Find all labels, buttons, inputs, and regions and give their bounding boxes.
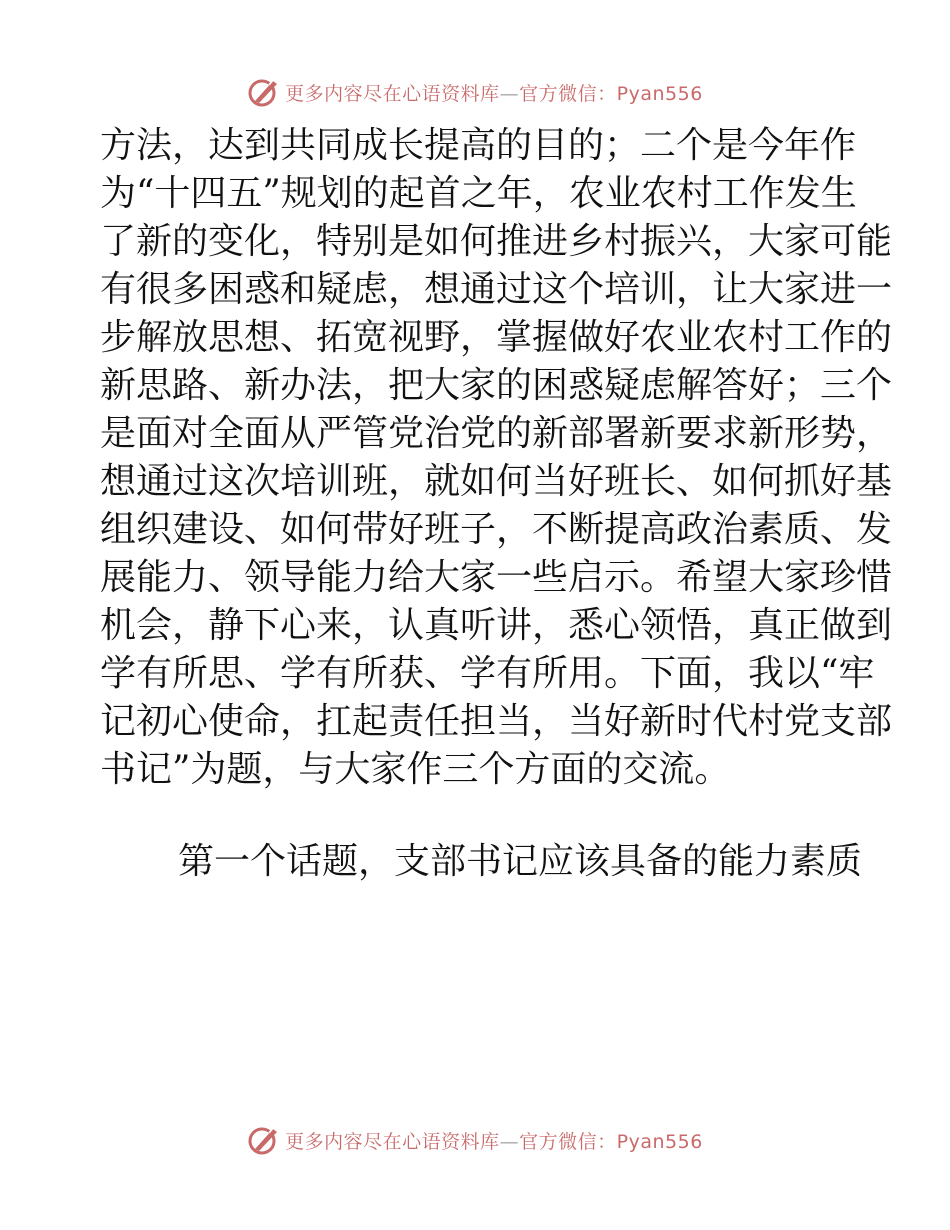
section-heading: 第一个话题，支部书记应该具备的能力素质 xyxy=(178,841,863,882)
body-line: 组织建设、如何带好班子，不断提高政治素质、发 xyxy=(100,509,893,550)
body-line: 机会，静下心来，认真听讲，悉心领悟，真正做到 xyxy=(100,605,893,646)
body-line: 步解放思想、拓宽视野，掌握做好农业农村工作的 xyxy=(100,317,893,358)
body-line: 想通过这次培训班，就如何当好班长、如何抓好基 xyxy=(100,461,893,502)
body-line: 了新的变化，特别是如何推进乡村振兴，大家可能 xyxy=(100,221,893,262)
header-watermark-banner xyxy=(0,72,950,112)
body-line: 有很多困惑和疑虑，想通过这个培训，让大家进一 xyxy=(100,269,893,310)
body-line: 是面对全面从严管党治党的新部署新要求新形势， xyxy=(100,413,893,454)
footer-watermark-banner xyxy=(0,1120,950,1160)
body-line: 展能力、领导能力给大家一些启示。希望大家珍惜 xyxy=(100,557,893,598)
watermark-site-name: 更多内容尽在心语资料库 xyxy=(285,1130,500,1153)
watermark-contact: 官方微信：Pyan556 xyxy=(519,82,703,105)
body-line: 为“十四五”规划的起首之年，农业农村工作发生 xyxy=(100,173,857,214)
body-line: 学有所思、学有所获、学有所用。下面，我以“牢 xyxy=(100,653,875,694)
quill-pen-logo-icon xyxy=(247,1123,281,1157)
watermark-separator: — xyxy=(499,82,520,105)
watermark-text xyxy=(285,1127,703,1154)
watermark-site-name: 更多内容尽在心语资料库 xyxy=(285,82,500,105)
body-line: 书记”为题，与大家作三个方面的交流。 xyxy=(100,749,731,790)
quill-pen-logo-icon xyxy=(247,75,281,109)
watermark-text xyxy=(285,79,703,106)
body-line: 方法，达到共同成长提高的目的；二个是今年作 xyxy=(100,125,857,166)
body-line: 新思路、新办法，把大家的困惑疑虑解答好；三个 xyxy=(100,365,893,406)
watermark-contact: 官方微信：Pyan556 xyxy=(519,1130,703,1153)
watermark-separator: — xyxy=(499,1130,520,1153)
document-body xyxy=(100,122,893,886)
body-line: 记初心使命，扛起责任担当，当好新时代村党支部 xyxy=(100,701,893,742)
